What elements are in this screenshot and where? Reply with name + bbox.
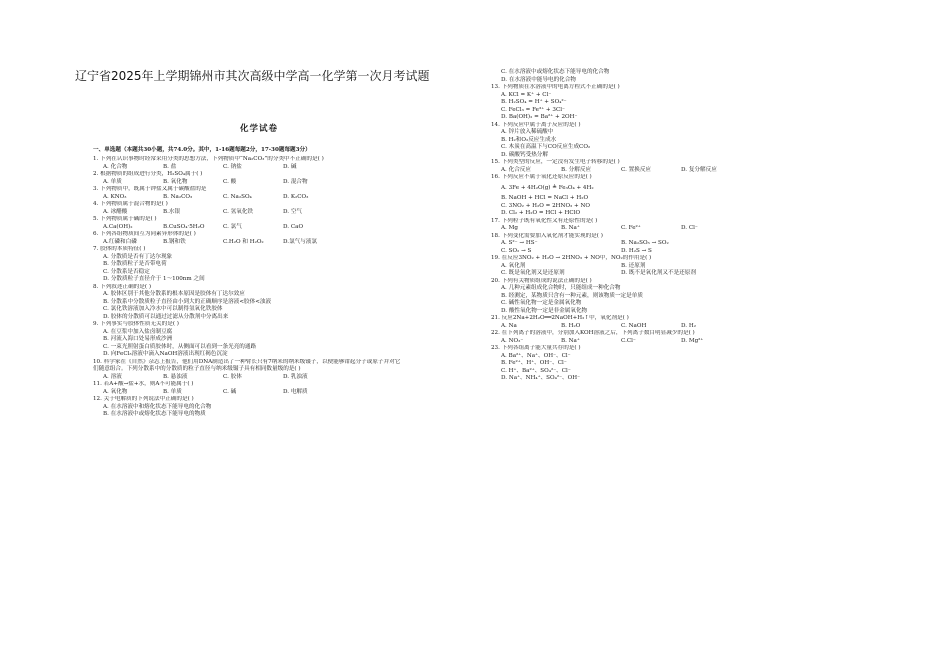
left-column [93, 147, 493, 419]
option: B. 悬浊液 [163, 373, 188, 380]
question-stem: 1. 下列在认识事物时经常采用分类的思想方法，下列物质中“Na₂CO₃”的分类中不正确的是( ) [93, 156, 324, 162]
option: C. NaOH [621, 322, 647, 329]
option: C. 一束光照射蛋白质胶体时，从侧面可以看到一条光亮的通路 [103, 343, 257, 350]
option: D. Na⁺、NH₄⁺、SO₄²⁻、OH⁻ [501, 375, 581, 381]
question-11 [93, 381, 493, 396]
option: D. 碳酸钙受热分解 [501, 151, 548, 158]
option: B. H₂SO₄ = H⁺ + SO₄²⁻ [501, 99, 567, 105]
option: D. 向FeCl₃溶液中滴入NaOH溶液出现红褐色沉淀 [103, 351, 228, 357]
option: D. 复分解反应 [681, 166, 717, 173]
option: C.H₂O 和 H₂O₂ [223, 238, 264, 245]
option: D. Cl₂ + H₂O = HCl + HClO [501, 210, 581, 216]
option: C. 氢氧化铁 [223, 208, 254, 215]
option: C. 碱 [223, 388, 237, 395]
question-stem: 20. 下列有关物质组成的说法正确的是( ) [491, 277, 592, 284]
option: A. 氧化剂 [501, 262, 526, 269]
question-2 [93, 171, 493, 186]
option: A. NO₃⁻ [501, 337, 524, 344]
option: A. 溶液 [103, 373, 122, 380]
option: B. H₂O [561, 322, 581, 329]
section-heading: 一、单选题（本题共30小题，共74.0分。其中，1-16题每题2分，17-30题每题3分） [93, 147, 311, 153]
option: D. 在水溶液中能导电的化合物 [501, 76, 576, 83]
option: C. 钠盐 [223, 163, 242, 170]
option: A. 氧化物 [103, 388, 128, 395]
option: D. CaO [283, 223, 304, 230]
option: D. H₂ [681, 322, 696, 329]
option: B. Na₂SO₃ → SO₂ [621, 240, 669, 246]
option: B. 经测定，某物质只含有一种元素，则该物质一定是单质 [501, 292, 643, 299]
option: B. 分散质粒子是否带电荷 [103, 261, 167, 267]
question-stem: 7. 胶体的本质特征( ) [93, 246, 146, 252]
option: B. 单质 [163, 388, 182, 395]
option: D. 分散质粒子直径介于 1～100nm 之间 [103, 276, 205, 282]
option: A. Mg [501, 225, 518, 231]
question-12 [93, 396, 493, 419]
option: A. 化合物 [103, 163, 128, 170]
option: D. 电解质 [283, 388, 308, 395]
option: B. Na⁺ [561, 225, 580, 231]
question-stem: 4. 下列物质属于混合物的是( ) [93, 201, 168, 207]
option: C. 木炭在高温下与CO反应生成CO₂ [501, 144, 591, 150]
option: D. 酸性氧化物一定是非金属氧化物 [501, 307, 588, 314]
option: C. 碱性氧化物一定是金属氧化物 [501, 300, 582, 306]
option: A. 几种元素组成化合物时，只能组成一种化合物 [501, 285, 621, 291]
option: A. Ba²⁺、Na⁺、OH⁻、Cl⁻ [501, 352, 571, 359]
option: D. Mg²⁺ [681, 337, 704, 344]
option: C. Fe²⁺ [621, 225, 641, 231]
option: A. S²⁻ → HS⁻ [501, 240, 538, 246]
question-stem: 2. 根据物质的组成进行分类，H₂SO₄属于( ) [93, 171, 203, 177]
option: B. 分解反应 [561, 166, 592, 173]
option: D. Cl⁻ [681, 225, 698, 231]
question-14 [491, 122, 816, 160]
option: C. Na₂SO₄ [223, 193, 252, 200]
option: C. 3NO₂ + H₂O = 2HNO₃ + NO [501, 202, 590, 209]
paper-title: 化学试卷 [240, 124, 279, 134]
option: A. KCl = K⁺ + Cl⁻ [501, 91, 552, 98]
option: D. 乳浊液 [283, 373, 308, 380]
option: A. 胶体区别于其他分散系的根本原因是胶体有丁达尔效应 [103, 291, 245, 297]
question-3 [93, 186, 493, 201]
question-stem: 12. 关于电解质的下列说法中正确的是( ) [93, 396, 194, 402]
option: C. H⁺、Ba²⁺、SO₄²⁻、Cl⁻ [501, 367, 571, 374]
option: C. SO₂ → S [501, 247, 532, 254]
option: B. 分散系中分散质粒子直径由小到大的正确顺序是溶液<胶体<浊液 [103, 298, 272, 305]
question-6 [93, 231, 493, 246]
question-10 [93, 359, 493, 382]
question-stem: 5. 下列物质属于碱的是( ) [93, 216, 157, 222]
question-7 [93, 246, 493, 284]
option: B. 还原剂 [621, 262, 646, 269]
question-stem: 14. 下列反应中属于离子反应的是( ) [491, 121, 581, 128]
option: C. 氯气 [223, 223, 242, 230]
question-stem: 21. 反应2Na+2H₂O══2NaOH+H₂↑中，氧化剂是( ) [491, 315, 629, 321]
option: B. 河流入海口处易形成沙洲 [103, 336, 173, 342]
option: B. H₂和O₂反应生成水 [501, 136, 557, 143]
option: C. 在水溶液中或熔化状态下能导电的化合物 [501, 69, 610, 75]
question-23 [491, 345, 816, 383]
question-stem: 8. 下列叙述正确的是( ) [93, 283, 152, 290]
option: A. 在豆浆中加入盐卤制豆腐 [103, 328, 173, 335]
question-18 [491, 233, 816, 256]
option: A. KNO₃ [103, 193, 127, 200]
option: A. 分散质是否有丁达尔现象 [103, 253, 173, 260]
right-column [491, 69, 816, 383]
question-8 [93, 284, 493, 322]
question-4 [93, 201, 493, 216]
option: A. 锌片放入稀硫酸中 [501, 129, 554, 135]
option: B.水银 [163, 208, 181, 215]
option: C. 既是氧化剂又是还原剂 [501, 270, 565, 276]
question-19 [491, 255, 816, 278]
option: A.Ca(OH)₂ [103, 223, 133, 230]
option: B. NaOH + HCl = NaCl + H₂O [501, 195, 589, 201]
option: B. 盐 [163, 163, 177, 170]
option: D. 碱 [283, 163, 297, 170]
question-stem: 16. 下列反应不属于氧化还原反应的是( ) [491, 174, 592, 180]
option: A. 在水溶液中和熔化状态下能导电的化合物 [103, 403, 212, 410]
option: C. 置换反应 [621, 166, 652, 173]
option: C. 酸 [223, 178, 237, 185]
option: B. Fe²⁺、H⁺、OH⁻、Cl⁻ [501, 360, 567, 366]
question-stem: 9. 下列事实与胶体性质无关的是( ) [93, 321, 179, 327]
question-21 [491, 315, 816, 330]
option: D. Ba(OH)₂ = Ba²⁺ + 2OH⁻ [501, 114, 578, 120]
question-stem: 18. 下列变化需要加入氧化剂才能实现的是( ) [491, 232, 603, 239]
question-16 [491, 174, 816, 218]
option: D. H₂S → S [621, 247, 652, 254]
option: B.钢和铁 [163, 238, 186, 245]
question-17 [491, 218, 816, 233]
option: C. FeCl₃ = Fe³⁺ + 3Cl⁻ [501, 106, 565, 113]
question-stem: 19. 在反应3NO₂ + H₂O → 2HNO₃ + NO中，NO₂的作用是( ) [491, 255, 652, 261]
question-1 [93, 156, 493, 171]
option: D. 既不是氧化剂又不是还原剂 [621, 270, 696, 276]
question-20 [491, 278, 816, 316]
document-title: 辽宁省2025年上学期锦州市其次高级中学高一化学第一次月考试题 [75, 69, 430, 83]
option: D.氯气与液氯 [283, 238, 318, 245]
question-stem: 15. 下列类型的反应，一定没有发生电子转移的是( ) [491, 159, 620, 165]
option: A. Na [501, 322, 517, 329]
option: A. 冰醋酸 [103, 208, 128, 215]
question-9 [93, 321, 493, 359]
option: C. 胶体 [223, 373, 242, 380]
option: A. 单质 [103, 178, 122, 185]
question-22 [491, 330, 816, 345]
question-stem: 11. 若A+酸→盐+水，则A不可能属于( ) [93, 381, 194, 387]
option: D. 胶体的分散质可以通过过滤从分散剂中分离出来 [103, 313, 229, 320]
option: B.CuSO₄·5H₂O [163, 223, 205, 230]
option: C. 分散系是否稳定 [103, 268, 150, 275]
question-stem: 23. 下列各组离子能大量共存的是( ) [491, 345, 581, 351]
question-stem: 13. 下列物质在水溶液中的电离方程式不正确的是( ) [491, 84, 620, 90]
option: B. Na⁺ [561, 337, 580, 344]
question-stem: 22. 在下列离子的溶液中，分别加入KOH溶液之后，下列离子数目明显减少的是( ) [491, 330, 695, 336]
option: D. K₂CO₃ [283, 193, 309, 200]
option: C.Cl⁻ [621, 337, 636, 344]
question-stem: 3. 下列物质中，既属于钾盐又属于碳酸盐的是 [93, 186, 207, 192]
option: B. 氧化物 [163, 178, 188, 185]
option: B. 在水溶液中或熔化状态下能导电的物质 [103, 411, 206, 417]
question-stem: 10. 科学家在《自然》杂志上报告，他们用DNA制造出了一种臂长只有7纳米的纳米级镊子，以便能够钳起分子或原子并对它们随意组合。下列分散系中的分散质的粒子直径与纳米级镊子具有相同数量级的是( ) [93, 358, 401, 372]
option: A. 化合反应 [501, 166, 531, 173]
option: C. 氯化铁溶液加入冷水中可以制得氢氧化铁胶体 [103, 306, 223, 312]
option: A.红磷和白磷 [103, 238, 137, 245]
option: A. 3Fe + 4H₂O(g) ≜ Fe₃O₄ + 4H₂ [501, 184, 594, 191]
option: D. 空气 [283, 208, 303, 215]
option: D. 混合物 [283, 178, 308, 185]
question-5 [93, 216, 493, 231]
option: B. Na₂CO₃ [163, 193, 193, 200]
question-stem: 17. 下列粒子既有氧化性又有还原性的是( ) [491, 217, 598, 224]
question-15 [491, 159, 816, 174]
question-13 [491, 84, 816, 122]
question-stem: 6. 下列各组物质间互为同素异形体的是( ) [93, 231, 196, 237]
